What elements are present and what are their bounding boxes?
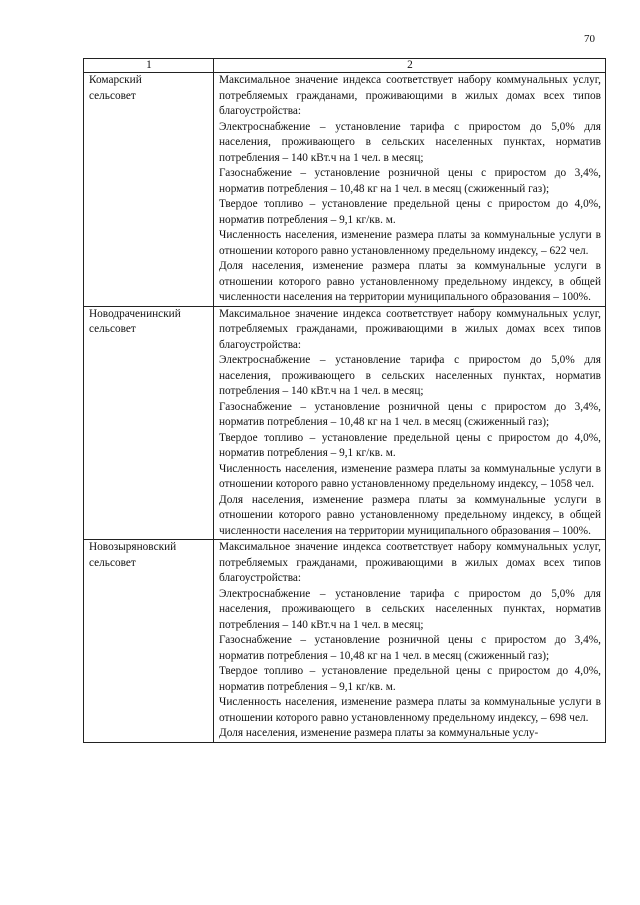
municipality-name-line: сельсовет bbox=[89, 556, 136, 569]
municipality-name bbox=[84, 306, 214, 540]
paragraph: Численность населения, изменение размера платы за коммунальные услуги в отношении которого равно установленному предельному индексу, – 622 чел. bbox=[219, 229, 601, 257]
paragraph: Максимальное значение индекса соответствует набору коммунальных услуг, потребляемых гражданами, проживающими в жилых домах всех типов благоустройства: bbox=[219, 74, 601, 117]
municipality-name bbox=[84, 73, 214, 307]
municipality-name-line: Новозыряновский bbox=[89, 541, 177, 553]
paragraph: Твердое топливо – установление предельной цены с приростом до 4,0%, норматив потребления – 9,1 кг/кв. м. bbox=[219, 665, 601, 693]
paragraph: Электроснабжение – установление тарифа с приростом до 5,0% для населения, проживающего в сельских населенных пунктах, норматив потребления – 140 кВт.ч на 1 чел. в месяц; bbox=[219, 587, 601, 631]
municipality-name bbox=[84, 540, 214, 743]
description-cell bbox=[214, 540, 606, 743]
paragraph: Доля населения, изменение размера платы за коммунальные услуги в отношении которого равно установленному предельному индексу, в общей численности населения на территории муниципального образования – 100%. bbox=[219, 260, 601, 303]
paragraph: Газоснабжение – установление розничной цены с приростом до 3,4%, норматив потребления – 10,48 кг на 1 чел. в месяц (сжиженный газ); bbox=[219, 400, 601, 428]
header-col-2: 2 bbox=[214, 59, 606, 73]
paragraph: Численность населения, изменение размера платы за коммунальные услуги в отношении которого равно установленному предельному индексу, – 1058 чел. bbox=[219, 462, 601, 490]
paragraph: Электроснабжение – установление тарифа с приростом до 5,0% для населения, проживающего в сельских населенных пунктах, норматив потребления – 140 кВт.ч на 1 чел. в месяц; bbox=[219, 120, 601, 164]
paragraph: Твердое топливо – установление предельной цены с приростом до 4,0%, норматив потребления – 9,1 кг/кв. м. bbox=[219, 198, 601, 226]
municipality-name-line: Комарский bbox=[89, 74, 142, 86]
description-cell bbox=[214, 73, 606, 307]
description-cell bbox=[214, 306, 606, 540]
paragraph: Доля населения, изменение размера платы за коммунальные услуги в отношении которого равно установленному предельному индексу, в общей численности населения на территории муниципального образования – 100%. bbox=[219, 493, 601, 537]
document-table bbox=[83, 58, 606, 743]
table-row bbox=[84, 73, 606, 307]
table-header-row bbox=[84, 59, 606, 73]
header-col-1: 1 bbox=[84, 59, 214, 73]
paragraph: Твердое топливо – установление предельной цены с приростом до 4,0%, норматив потребления – 9,1 кг/кв. м. bbox=[219, 431, 601, 459]
paragraph: Газоснабжение – установление розничной цены с приростом до 3,4%, норматив потребления – 10,48 кг на 1 чел. в месяц (сжиженный газ); bbox=[219, 634, 601, 662]
paragraph: Доля населения, изменение размера платы за коммунальные услу- bbox=[219, 727, 539, 739]
municipality-name-line: Новодраченинский bbox=[89, 307, 181, 320]
paragraph: Электроснабжение – установление тарифа с приростом до 5,0% для населения, проживающего в сельских населенных пунктах, норматив потребления – 140 кВт.ч на 1 чел. в месяц; bbox=[219, 354, 601, 397]
municipality-name-line: сельсовет bbox=[89, 323, 136, 335]
paragraph: Численность населения, изменение размера платы за коммунальные услуги в отношении которого равно установленному предельному индексу, – 698 чел. bbox=[219, 696, 601, 724]
document-table-wrapper bbox=[83, 58, 607, 848]
table-row bbox=[84, 306, 606, 540]
paragraph: Газоснабжение – установление розничной цены с приростом до 3,4%, норматив потребления – 10,48 кг на 1 чел. в месяц (сжиженный газ); bbox=[219, 167, 601, 195]
paragraph: Максимальное значение индекса соответствует набору коммунальных услуг, потребляемых гражданами, проживающими в жилых домах всех типов благоустройства: bbox=[219, 307, 601, 351]
paragraph: Максимальное значение индекса соответствует набору коммунальных услуг, потребляемых гражданами, проживающими в жилых домах всех типов благоустройства: bbox=[219, 541, 601, 584]
page-number: 70 bbox=[584, 33, 595, 45]
table-row bbox=[84, 540, 606, 743]
municipality-name-line: сельсовет bbox=[89, 89, 136, 102]
